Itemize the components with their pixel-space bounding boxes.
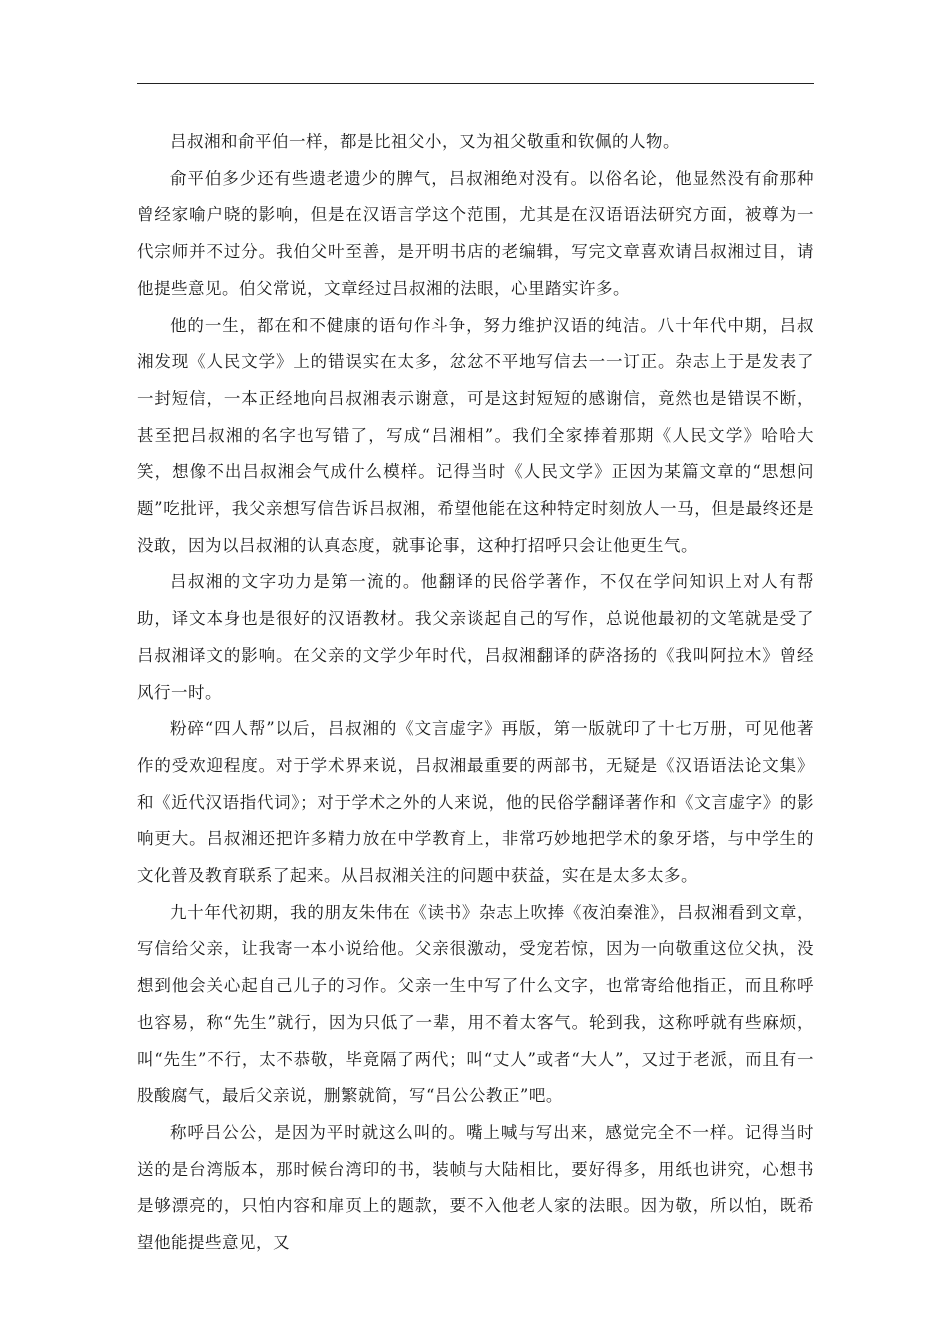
paragraph: 他的一生，都在和不健康的语句作斗争，努力维护汉语的纯洁。八十年代中期，吕叔湘发现《人民文学》上的错误实在太多，忿忿不平地写信去一一订正。杂志上于是发表了一封短信，一本正经地向吕叔湘表示谢意，可是这封短短的感谢信，竟然也是错误不断，甚至把吕叔湘的名字也写错了，写成“吕湘相”。我们全家捧着那期《人民文学》哈哈大笑，想像不出吕叔湘会气成什么模样。记得当时《人民文学》正因为某篇文章的“思想问题”吃批评，我父亲想写信告诉吕叔湘，希望他能在这种特定时刻放人一马，但是最终还是没敢，因为以吕叔湘的认真态度，就事论事，这种打招呼只会让他更生气。 [137,315,814,555]
paragraph: 粉碎“四人帮”以后，吕叔湘的《文言虚字》再版，第一版就印了十七万册，可见他著作的受欢迎程度。对于学术界来说，吕叔湘最重要的两部书，无疑是《汉语语法论文集》和《近代汉语指代词》；对于学术之外的人来说，他的民俗学翻译著作和《文言虚字》的影响更大。吕叔湘还把许多精力放在中学教育上，非常巧妙地把学术的象牙塔，与中学生的文化普及教育联系了起来。从吕叔湘关注的问题中获益，实在是太多太多。 [137,719,814,886]
paragraph: 称呼吕公公，是因为平时就这么叫的。嘴上喊与写出来，感觉完全不一样。记得当时送的是台湾版本，那时候台湾印的书，装帧与大陆相比，要好得多，用纸也讲究，心想书是够漂亮的，只怕内容和扉页上的题款，要不入他老人家的法眼。因为敬，所以怕，既希望他能提些意见，又 [137,1122,814,1253]
paragraph: 九十年代初期，我的朋友朱伟在《读书》杂志上吹捧《夜泊秦淮》，吕叔湘看到文章，写信给父亲，让我寄一本小说给他。父亲很激动，受宠若惊，因为一向敬重这位父执，没想到他会关心起自己儿子的习作。父亲一生中写了什么文字，也常寄给他指正，而且称呼也容易，称“先生”就行，因为只低了一辈，用不着太客气。轮到我，这称呼就有些麻烦，叫“先生”不行，太不恭敬，毕竟隔了两代；叫“丈人”或者“大人”，又过于老派，而且有一股酸腐气，最后父亲说，删繁就简，写“吕公公教正”吧。 [137,902,814,1106]
paragraph: 俞平伯多少还有些遗老遗少的脾气，吕叔湘绝对没有。以俗名论，他显然没有俞那种曾经家喻户晓的影响，但是在汉语言学这个范围，尤其是在汉语语法研究方面，被尊为一代宗师并不过分。我伯父叶至善，是开明书店的老编辑，写完文章喜欢请吕叔湘过目，请他提些意见。伯父常说，文章经过吕叔湘的法眼，心里踏实许多。 [137,168,814,298]
header-rule [137,83,814,84]
paragraph: 吕叔湘的文字功力是第一流的。他翻译的民俗学著作，不仅在学问知识上对人有帮助，译文本身也是很好的汉语教材。我父亲谈起自己的写作，总说他最初的文笔就是受了吕叔湘译文的影响。在父亲的文学少年时代，吕叔湘翻译的萨洛扬的《我叫阿拉木》曾经风行一时。 [137,572,814,702]
paragraph: 吕叔湘和俞平伯一样，都是比祖父小，又为祖父敬重和钦佩的人物。 [170,132,680,151]
document-body [137,124,814,1262]
